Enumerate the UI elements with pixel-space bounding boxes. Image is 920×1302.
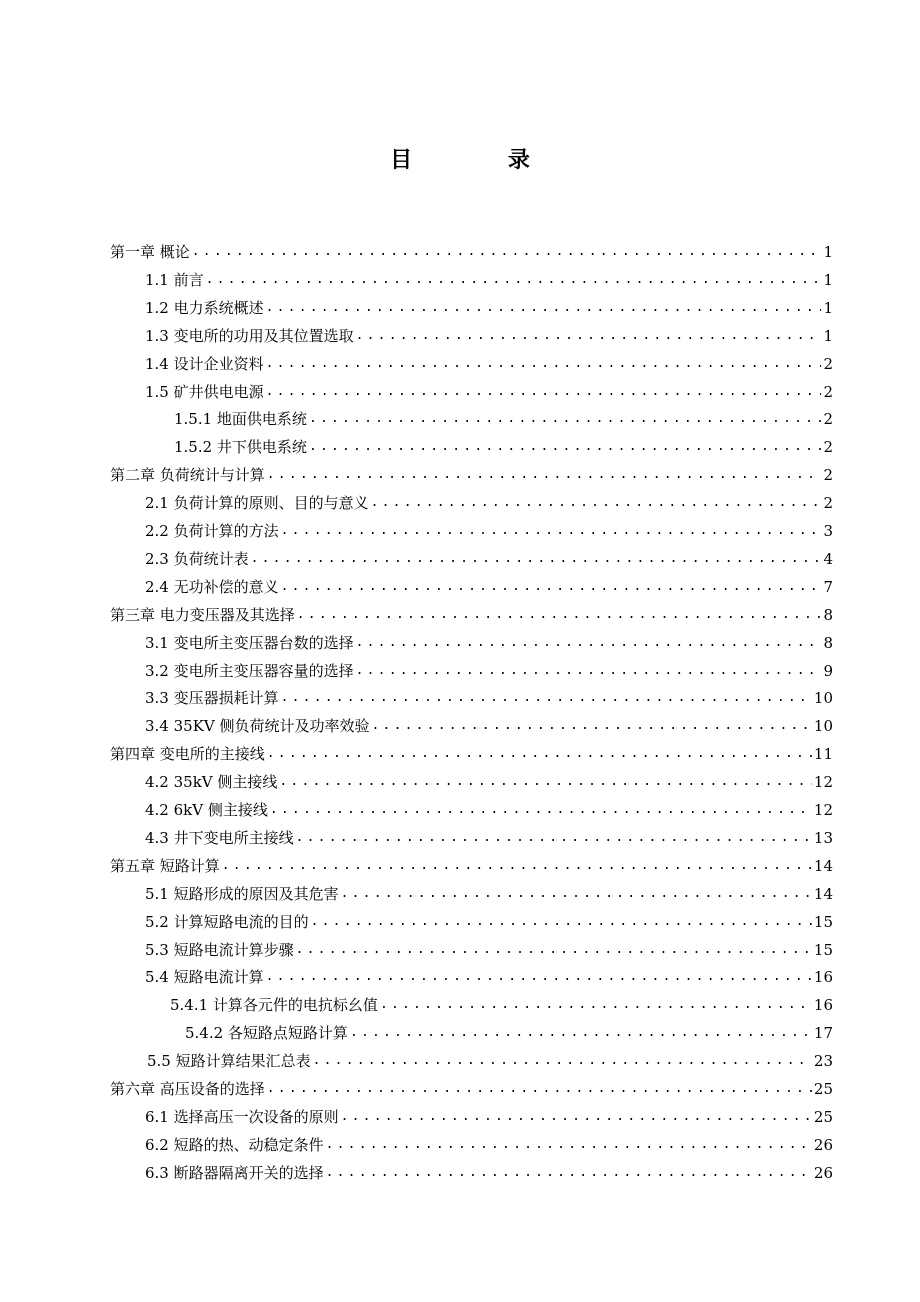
toc-page-number: 15	[813, 912, 833, 931]
toc-page-number: 12	[813, 773, 833, 792]
toc-entry[interactable]	[110, 852, 833, 880]
toc-entry-label: 第一章 概论	[110, 243, 190, 261]
toc-page-number: 7	[823, 577, 833, 596]
toc-entry[interactable]	[145, 1103, 833, 1131]
toc-entry-label: 5.1 短路形成的原因及其危害	[145, 884, 339, 903]
toc-page-number: 1	[823, 326, 833, 345]
toc-dot-leader	[281, 573, 822, 601]
toc-dot-leader	[279, 768, 812, 796]
toc-entry[interactable]	[145, 936, 833, 964]
toc-entry-label: 1.5 矿井供电电源	[145, 382, 264, 401]
toc-entry[interactable]	[145, 378, 833, 406]
toc-page-number: 2	[823, 382, 833, 401]
toc-entry-label: 1.3 变电所的功用及其位置选取	[145, 326, 354, 345]
toc-page-number: 14	[813, 856, 833, 875]
toc-entry[interactable]	[174, 433, 833, 461]
toc-dot-leader	[313, 1047, 812, 1075]
toc-entry-label: 1.1 前言	[145, 270, 204, 289]
toc-entry-label: 第五章 短路计算	[110, 856, 220, 875]
toc-entry-label: 5.4 短路电流计算	[145, 968, 264, 987]
toc-dot-leader	[266, 963, 812, 991]
toc-dot-leader	[380, 991, 812, 1019]
toc-entry[interactable]	[145, 657, 833, 685]
toc-entry-label: 3.4 35KV 侧负荷统计及功率效验	[145, 717, 370, 736]
toc-page-number: 14	[813, 884, 833, 903]
toc-entry[interactable]	[145, 573, 833, 601]
toc-entry[interactable]	[110, 1075, 833, 1103]
toc-dot-leader	[266, 294, 822, 322]
toc-entry[interactable]	[145, 350, 833, 378]
toc-page-number: 12	[813, 801, 833, 819]
toc-entry-label: 5.2 计算短路电流的目的	[145, 912, 309, 931]
toc-entry-label: 3.3 变压器损耗计算	[145, 689, 279, 708]
toc-entry[interactable]	[145, 963, 833, 991]
toc-dot-leader	[326, 1159, 812, 1187]
toc-dot-leader	[309, 433, 822, 461]
toc-page-number: 8	[823, 605, 833, 624]
toc-entry-label: 第二章 负荷统计与计算	[110, 466, 265, 485]
toc-entry-label: 5.3 短路电流计算步骤	[145, 940, 294, 959]
toc-dot-leader	[311, 908, 812, 936]
toc-page-number: 17	[813, 1024, 833, 1043]
toc-entry-label: 4.2 35kV 侧主接线	[145, 773, 278, 792]
toc-entry[interactable]	[145, 712, 833, 740]
toc-entry-label: 4.3 井下变电所主接线	[145, 828, 294, 847]
toc-entry-label: 5.4.1 计算各元件的电抗标幺值	[170, 996, 378, 1015]
toc-entry[interactable]	[145, 294, 833, 322]
toc-dot-leader	[267, 740, 812, 768]
toc-entry[interactable]	[110, 601, 833, 629]
toc-entry[interactable]	[145, 684, 833, 712]
toc-entry-label: 6.3 断路器隔离开关的选择	[145, 1163, 324, 1182]
toc-entry[interactable]	[145, 908, 833, 936]
toc-page-number: 11	[813, 745, 833, 764]
toc-page-number: 2	[823, 494, 833, 513]
toc-page-number: 1	[823, 270, 833, 289]
toc-dot-leader	[266, 350, 822, 378]
toc-page-number: 10	[813, 717, 833, 736]
toc-dot-leader	[297, 601, 822, 629]
toc-page-number: 4	[823, 549, 833, 568]
toc-page-number: 25	[813, 1080, 833, 1098]
toc-dot-leader	[192, 238, 822, 266]
toc-entry[interactable]	[110, 461, 833, 489]
toc-dot-leader	[350, 1019, 812, 1047]
toc-entry-label: 第三章 电力变压器及其选择	[110, 605, 295, 624]
toc-page-number: 16	[813, 996, 833, 1015]
toc-dot-leader	[251, 545, 822, 573]
toc-entry-label: 5.5 短路计算结果汇总表	[147, 1052, 311, 1071]
toc-entry[interactable]	[145, 629, 833, 657]
toc-dot-leader	[206, 266, 822, 294]
toc-page-number: 2	[823, 410, 833, 429]
toc-entry[interactable]	[170, 991, 833, 1019]
toc-entry[interactable]	[145, 768, 833, 796]
toc-entry-label: 3.2 变电所主变压器容量的选择	[145, 661, 354, 680]
toc-entry[interactable]	[145, 545, 833, 573]
toc-entry[interactable]	[147, 1047, 833, 1075]
toc-entry[interactable]	[145, 1131, 833, 1159]
toc-page-number: 1	[823, 298, 833, 317]
toc-entry-label: 5.4.2 各短路点短路计算	[185, 1024, 348, 1043]
toc-entry[interactable]	[145, 1159, 833, 1187]
toc-dot-leader	[267, 1075, 812, 1103]
toc-entry-label: 1.5.2 井下供电系统	[174, 438, 307, 457]
toc-entry-label: 第四章 变电所的主接线	[110, 745, 265, 764]
toc-entry[interactable]	[185, 1019, 833, 1047]
toc-dot-leader	[266, 378, 822, 406]
toc-dot-leader	[222, 852, 812, 880]
toc-dot-leader	[356, 657, 822, 685]
toc-page-number: 26	[813, 1135, 833, 1154]
toc-entry[interactable]	[174, 405, 833, 433]
toc-page-number: 13	[813, 828, 833, 847]
toc-page-number: 2	[823, 466, 833, 485]
toc-page-number: 23	[813, 1052, 833, 1071]
toc-entry-label: 2.1 负荷计算的原则、目的与意义	[145, 494, 369, 513]
toc-page-number: 8	[823, 633, 833, 652]
toc-entry-label: 6.2 短路的热、动稳定条件	[145, 1135, 324, 1154]
toc-entry-label: 1.2 电力系统概述	[145, 298, 264, 317]
toc-dot-leader	[326, 1131, 812, 1159]
toc-page-number: 10	[813, 689, 833, 708]
toc-dot-leader	[281, 684, 812, 712]
toc-entry-label: 4.2 6kV 侧主接线	[145, 801, 268, 819]
toc-dot-leader	[309, 405, 822, 433]
toc-entry[interactable]	[145, 824, 833, 852]
toc-dot-leader	[371, 489, 822, 517]
toc-page-number: 2	[823, 354, 833, 373]
toc-entry[interactable]	[145, 489, 833, 517]
toc-page-number: 3	[823, 522, 833, 540]
toc-dot-leader	[341, 1103, 812, 1131]
toc-page-number: 26	[813, 1163, 833, 1182]
toc-dot-leader	[296, 936, 812, 964]
toc-page-number: 1	[823, 243, 833, 261]
toc-dot-leader	[372, 712, 812, 740]
toc-entry[interactable]	[145, 322, 833, 350]
toc-entry-label: 第六章 高压设备的选择	[110, 1080, 265, 1098]
toc-page-number: 15	[813, 940, 833, 959]
toc-title: 目 录	[390, 148, 574, 173]
toc-page-number: 9	[823, 661, 833, 680]
toc-entry[interactable]	[110, 238, 833, 266]
toc-entry-label: 2.4 无功补偿的意义	[145, 577, 279, 596]
toc-entry[interactable]	[145, 517, 833, 545]
toc-entry-label: 1.5.1 地面供电系统	[174, 410, 307, 429]
toc-dot-leader	[356, 322, 822, 350]
toc-entry[interactable]	[145, 880, 833, 908]
toc-entry-label: 6.1 选择高压一次设备的原则	[145, 1107, 339, 1126]
toc-page-number: 2	[823, 438, 833, 457]
toc-page-number: 25	[813, 1107, 833, 1126]
toc-dot-leader	[270, 796, 812, 824]
toc-entry[interactable]	[145, 266, 833, 294]
toc-entry-label: 3.1 变电所主变压器台数的选择	[145, 633, 354, 652]
toc-dot-leader	[356, 629, 822, 657]
toc-entry-label: 1.4 设计企业资料	[145, 354, 264, 373]
toc-entry-label: 2.3 负荷统计表	[145, 549, 249, 568]
toc-entry[interactable]	[110, 740, 833, 768]
toc-entry-label: 2.2 负荷计算的方法	[145, 522, 279, 540]
toc-dot-leader	[296, 824, 812, 852]
toc-dot-leader	[267, 461, 822, 489]
toc-page-number: 16	[813, 968, 833, 987]
toc-entry[interactable]	[145, 796, 833, 824]
toc-dot-leader	[281, 517, 822, 545]
toc-dot-leader	[341, 880, 812, 908]
